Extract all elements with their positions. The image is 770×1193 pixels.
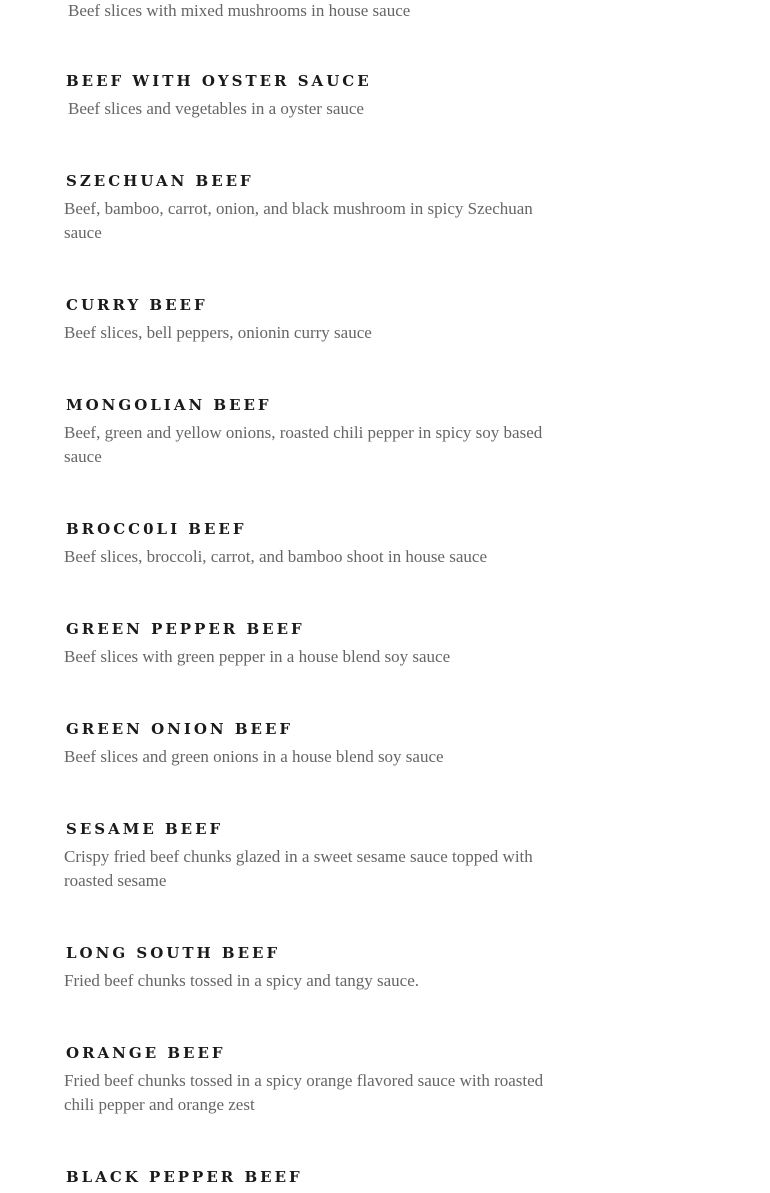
menu-item-long-south-beef xyxy=(64,943,544,993)
menu-item-broccoli-beef xyxy=(64,519,544,569)
item-title: BROCC0LI BEEF xyxy=(66,520,247,538)
item-title: BEEF WITH OYSTER SAUCE xyxy=(66,72,372,90)
item-title: SESAME BEEF xyxy=(66,820,224,838)
menu-item-green-pepper-beef xyxy=(64,619,544,669)
menu-item-orange-beef xyxy=(64,1043,544,1117)
item-description: Beef slices and green onions in a house blend soy sauce xyxy=(64,747,444,766)
item-description: Beef, green and yellow onions, roasted chili pepper in spicy soy based sauce xyxy=(64,423,543,466)
menu-item-mongolian-beef xyxy=(64,395,544,469)
item-title: ORANGE BEEF xyxy=(66,1044,226,1062)
item-title: GREEN PEPPER BEEF xyxy=(66,620,305,638)
item-description: Beef, bamboo, carrot, onion, and black mushroom in spicy Szechuan sauce xyxy=(64,199,533,242)
item-title: GREEN ONION BEEF xyxy=(66,720,294,738)
item-title: CURRY BEEF xyxy=(66,296,208,314)
menu-item-mushroom-beef xyxy=(64,0,544,23)
item-description: Crispy fried beef chunks glazed in a sweet sesame sauce topped with roasted sesame xyxy=(64,847,533,890)
menu-item-beef-with-oyster-sauce xyxy=(64,71,544,121)
menu-item-black-pepper-beef xyxy=(64,1167,544,1193)
item-title: LONG SOUTH BEEF xyxy=(66,944,281,962)
item-description: Fried beef chunks tossed in a spicy orange flavored sauce with roasted chili pepper and orange zest xyxy=(64,1071,544,1114)
item-description: Beef slices with mixed mushrooms in house sauce xyxy=(68,1,411,20)
item-description: Beef slices and vegetables in a oyster sauce xyxy=(68,99,364,118)
menu-item-green-onion-beef xyxy=(64,719,544,769)
item-title: SZECHUAN BEEF xyxy=(66,172,254,190)
item-description: Beef slices with green pepper in a house blend soy sauce xyxy=(64,647,451,666)
menu-item-curry-beef xyxy=(64,295,544,345)
menu-item-szechuan-beef xyxy=(64,171,544,245)
item-description: Fried beef chunks tossed in a spicy and tangy sauce. xyxy=(64,971,420,990)
menu-item-sesame-beef xyxy=(64,819,544,893)
item-description: Beef slices, bell peppers, onionin curry sauce xyxy=(64,323,372,342)
item-title: MONGOLIAN BEEF xyxy=(66,396,272,414)
item-title: BLACK PEPPER BEEF xyxy=(66,1168,303,1186)
item-description: Beef slices, broccoli, carrot, and bamboo shoot in house sauce xyxy=(64,547,487,566)
